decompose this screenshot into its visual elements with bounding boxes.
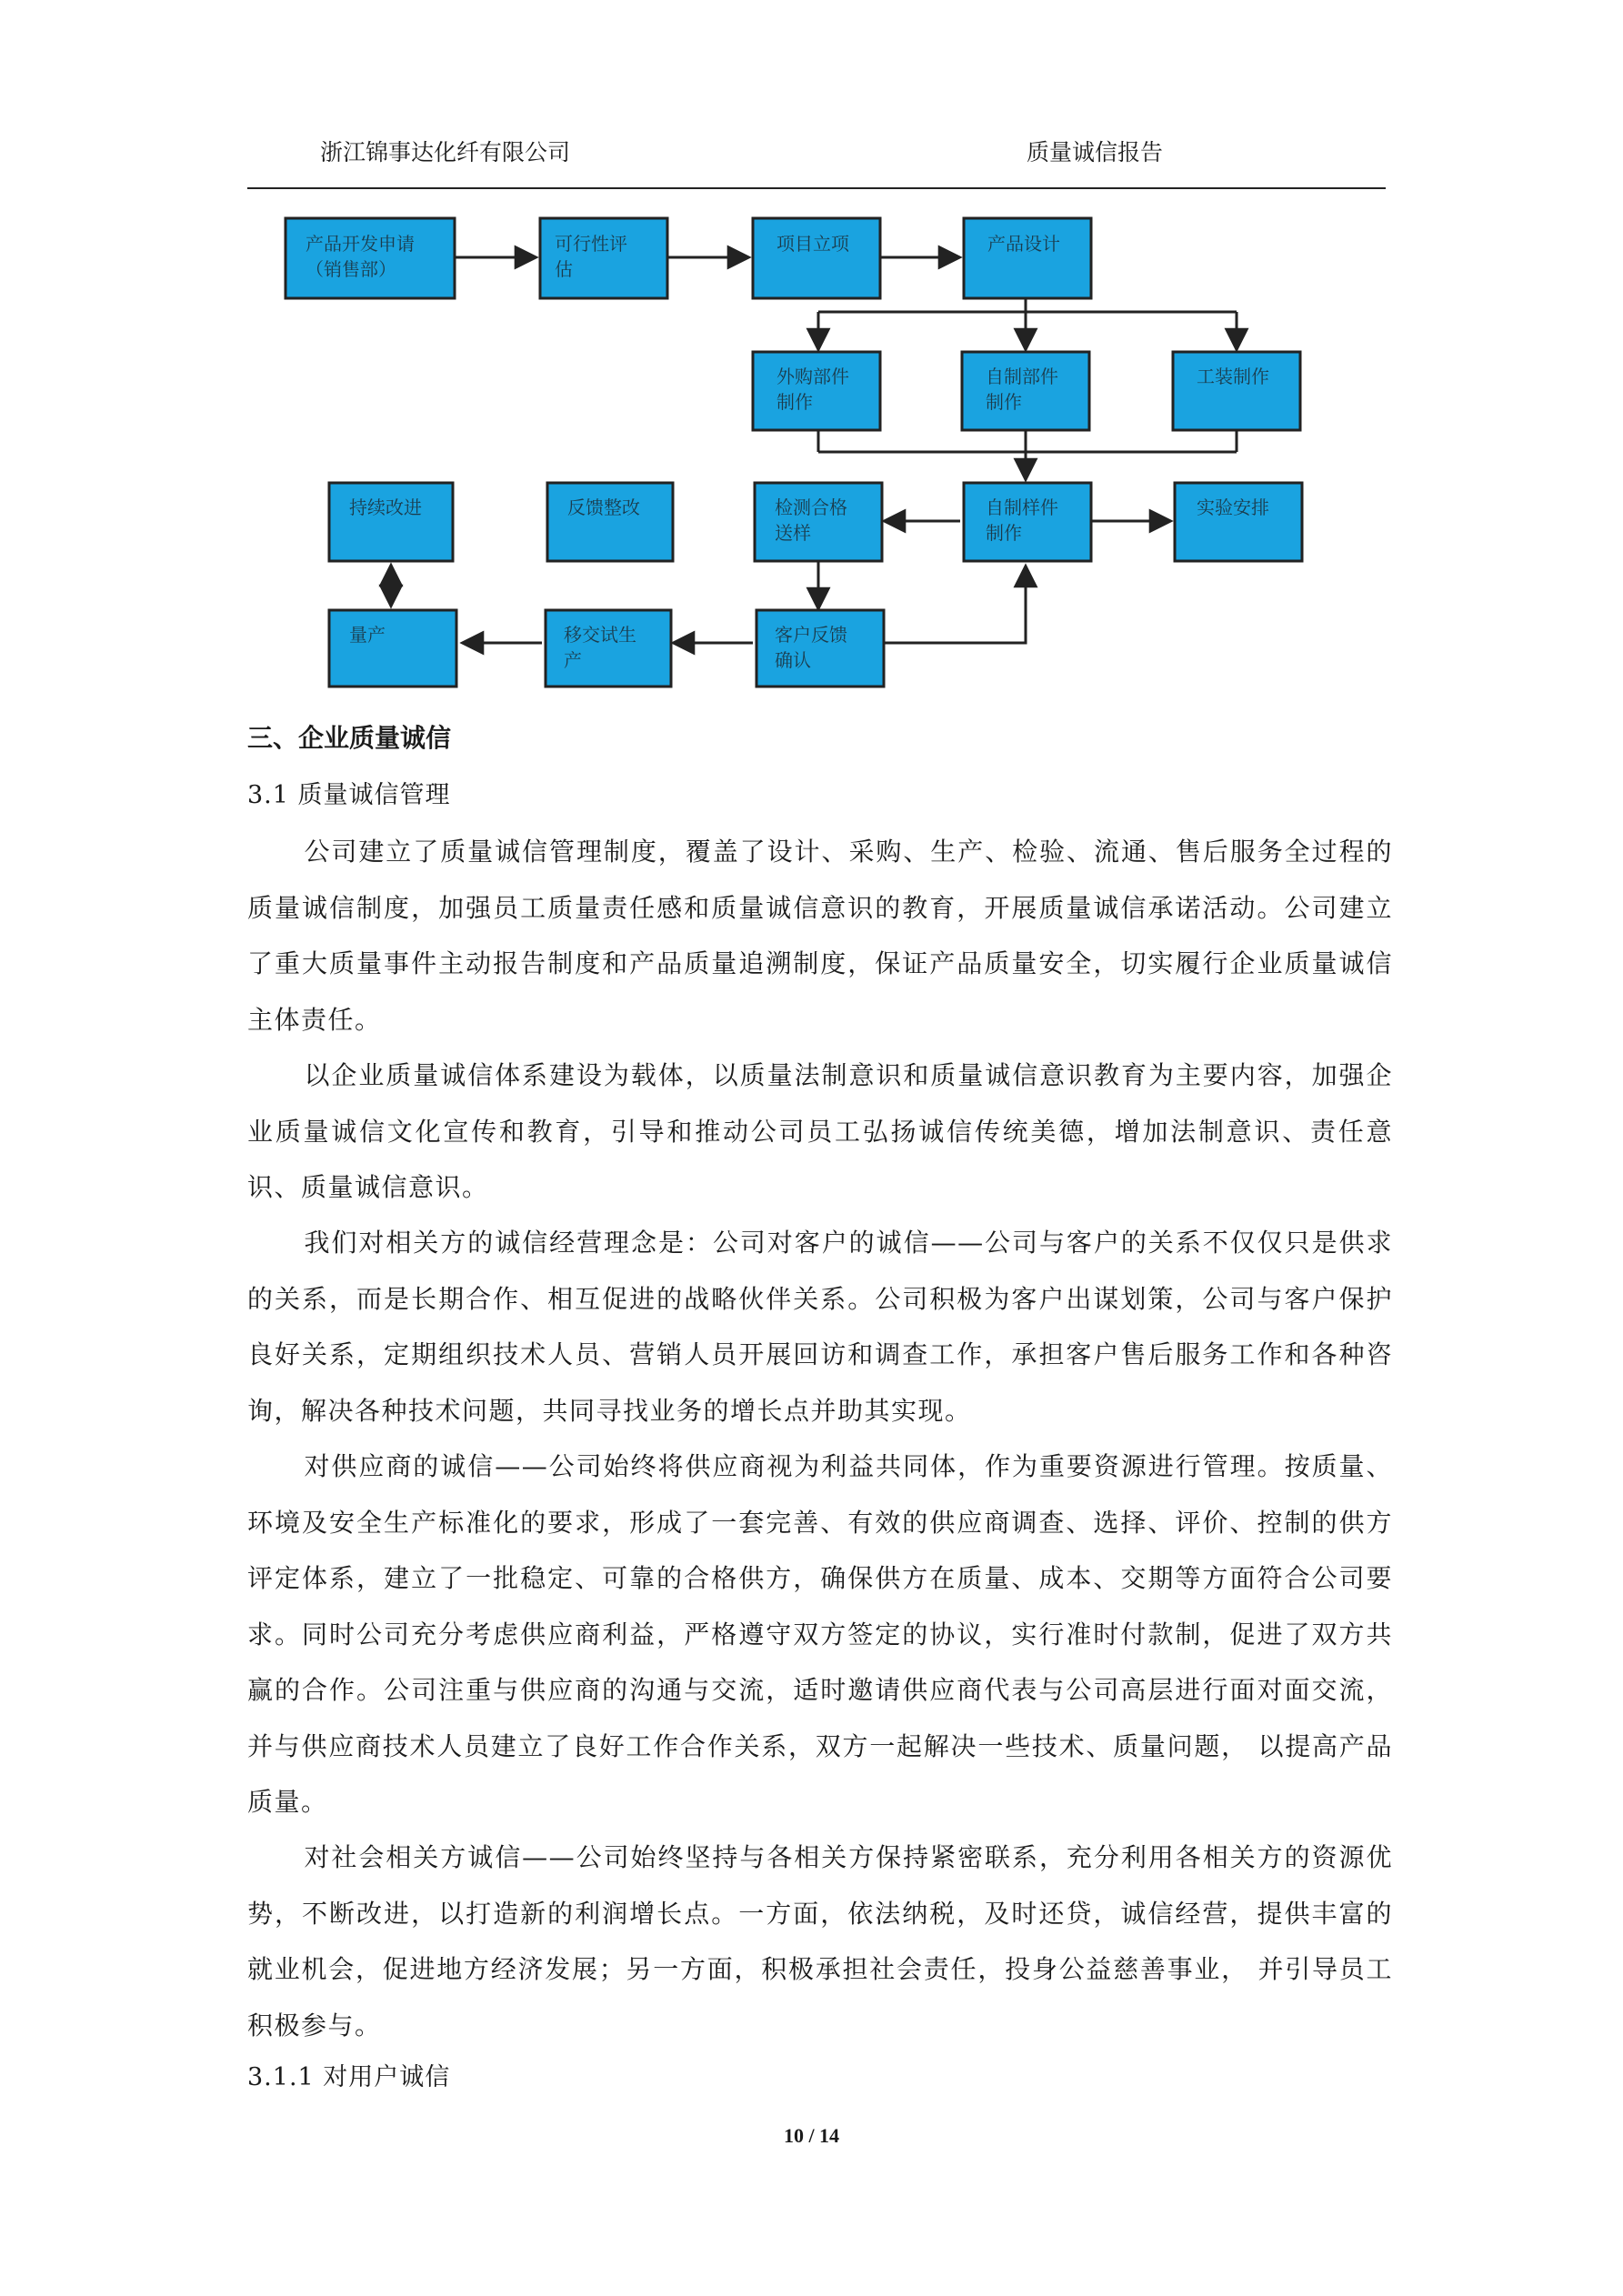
flow-box-b7 [1173, 352, 1300, 430]
svg-text:可行性评: 可行性评 [555, 233, 627, 255]
paragraph-1: 公司建立了质量诚信管理制度，覆盖了设计、采购、生产、检验、流通、售后服务全过程的质量诚信制度，加强员工质量责任感和质量诚信意识的教育，开展质量诚信承诺活动。公司建立了重大质量事件主动报告制度和产品质量追溯制度，保证产品质量安全，切实履行企业质量诚信主体责任。 [247, 837, 1393, 1035]
svg-text:自制部件: 自制部件 [986, 366, 1058, 387]
paragraph-2: 以企业质量诚信体系建设为载体，以质量法制意识和质量诚信意识教育为主要内容，加强企业质量诚信文化宣传和教育，引导和推动公司员工弘扬诚信传统美德，增加法制意识、责任意识、质量诚信意识。 [247, 1060, 1393, 1202]
section-title: 三、企业质量诚信 [247, 723, 452, 753]
flow-connectors [391, 257, 1237, 643]
paragraph-3: 我们对相关方的诚信经营理念是：公司对客户的诚信——公司与客户的关系不仅仅只是供求的关系，而是长期合作、相互促进的战略伙伴关系。公司积极为客户出谋划策，公司与客户保护良好关系，定期组织技术人员、营销人员开展回访和调查工作，承担客户售后服务工作和各种咨询，解决各种技术问题，共同寻找业务的增长点并助其实现。 [247, 1228, 1393, 1426]
svg-text:制作: 制作 [776, 391, 813, 413]
flow-box-b11 [964, 483, 1091, 561]
svg-text:反馈整改: 反馈整改 [567, 496, 640, 518]
header-rule [247, 187, 1386, 189]
flow-box-b1 [286, 218, 455, 298]
flow-box-b6 [962, 352, 1089, 430]
svg-text:项目立项: 项目立项 [776, 233, 849, 255]
subsection-title-3-1: 3.1 质量诚信管理 [247, 781, 451, 809]
flow-box-b4 [964, 218, 1091, 298]
page-header [247, 127, 1386, 191]
svg-text:外购部件: 外购部件 [776, 366, 849, 387]
svg-text:送样: 送样 [775, 522, 811, 544]
flow-box-b10 [755, 483, 882, 561]
svg-text:工装制作: 工装制作 [1197, 366, 1269, 387]
arrow-b15-b11 [884, 566, 1026, 643]
svg-text:产: 产 [564, 649, 582, 671]
svg-text:产品开发申请: 产品开发申请 [306, 233, 415, 255]
svg-text:移交试生: 移交试生 [564, 624, 636, 646]
subsection-title-3-1-1: 3.1.1 对用户诚信 [247, 2063, 451, 2091]
paragraph-5: 对社会相关方诚信——公司始终坚持与各相关方保持紧密联系，充分利用各相关方的资源优势，不断改进，以打造新的利润增长点。一方面，依法纳税，及时还贷，诚信经营，提供丰富的就业机会，促进地方经济发展；另一方面，积极承担社会责任，投身公益慈善事业， 并引导员工积极参与。 [247, 1842, 1393, 2040]
page-number: 10 / 14 [783, 2124, 840, 2147]
flow-box-b12 [1175, 483, 1302, 561]
svg-text:确认: 确认 [775, 649, 811, 671]
paragraph-4: 对供应商的诚信——公司始终将供应商视为利益共同体，作为重要资源进行管理。按质量、环境及安全生产标准化的要求，形成了一套完善、有效的供应商调查、选择、评价、控制的供方评定体系，建立了一批稳定、可靠的合格供方，确保供方在质量、成本、交期等方面符合公司要求。同时公司充分考虑供应商利益，严格遵守双方签定的协议，实行准时付款制，促进了双方共赢的合作。公司注重与供应商的沟通与交流，适时邀请供应商代表与公司高层进行面对面交流，并与供应商技术人员建立了良好工作合作关系，双方一起解决一些技术、质量问题， 以提高产品质量。 [247, 1451, 1393, 1817]
svg-text:制作: 制作 [986, 391, 1022, 413]
svg-text:持续改进: 持续改进 [349, 496, 422, 518]
svg-text:（销售部）: （销售部） [306, 258, 396, 280]
svg-text:客户反馈: 客户反馈 [775, 624, 847, 646]
flow-box-b3 [753, 218, 880, 298]
flow-box-b14 [546, 610, 671, 687]
process-flowchart [247, 205, 1320, 696]
header-company: 浙江锦事达化纤有限公司 [320, 139, 571, 165]
svg-text:制作: 制作 [986, 522, 1022, 544]
svg-text:自制样件: 自制样件 [986, 496, 1058, 518]
svg-text:估: 估 [555, 258, 573, 280]
svg-text:量产: 量产 [349, 624, 386, 646]
flow-box-b8 [329, 483, 453, 561]
svg-text:实验安排: 实验安排 [1197, 496, 1269, 518]
header-report-title: 质量诚信报告 [1027, 139, 1164, 165]
flow-box-b9 [547, 483, 673, 561]
svg-text:检测合格: 检测合格 [775, 496, 847, 518]
flow-box-b5 [753, 352, 880, 430]
flow-box-b2 [540, 218, 667, 298]
svg-text:产品设计: 产品设计 [987, 233, 1060, 255]
flow-box-b13 [329, 610, 456, 687]
flow-box-b15 [756, 610, 884, 687]
